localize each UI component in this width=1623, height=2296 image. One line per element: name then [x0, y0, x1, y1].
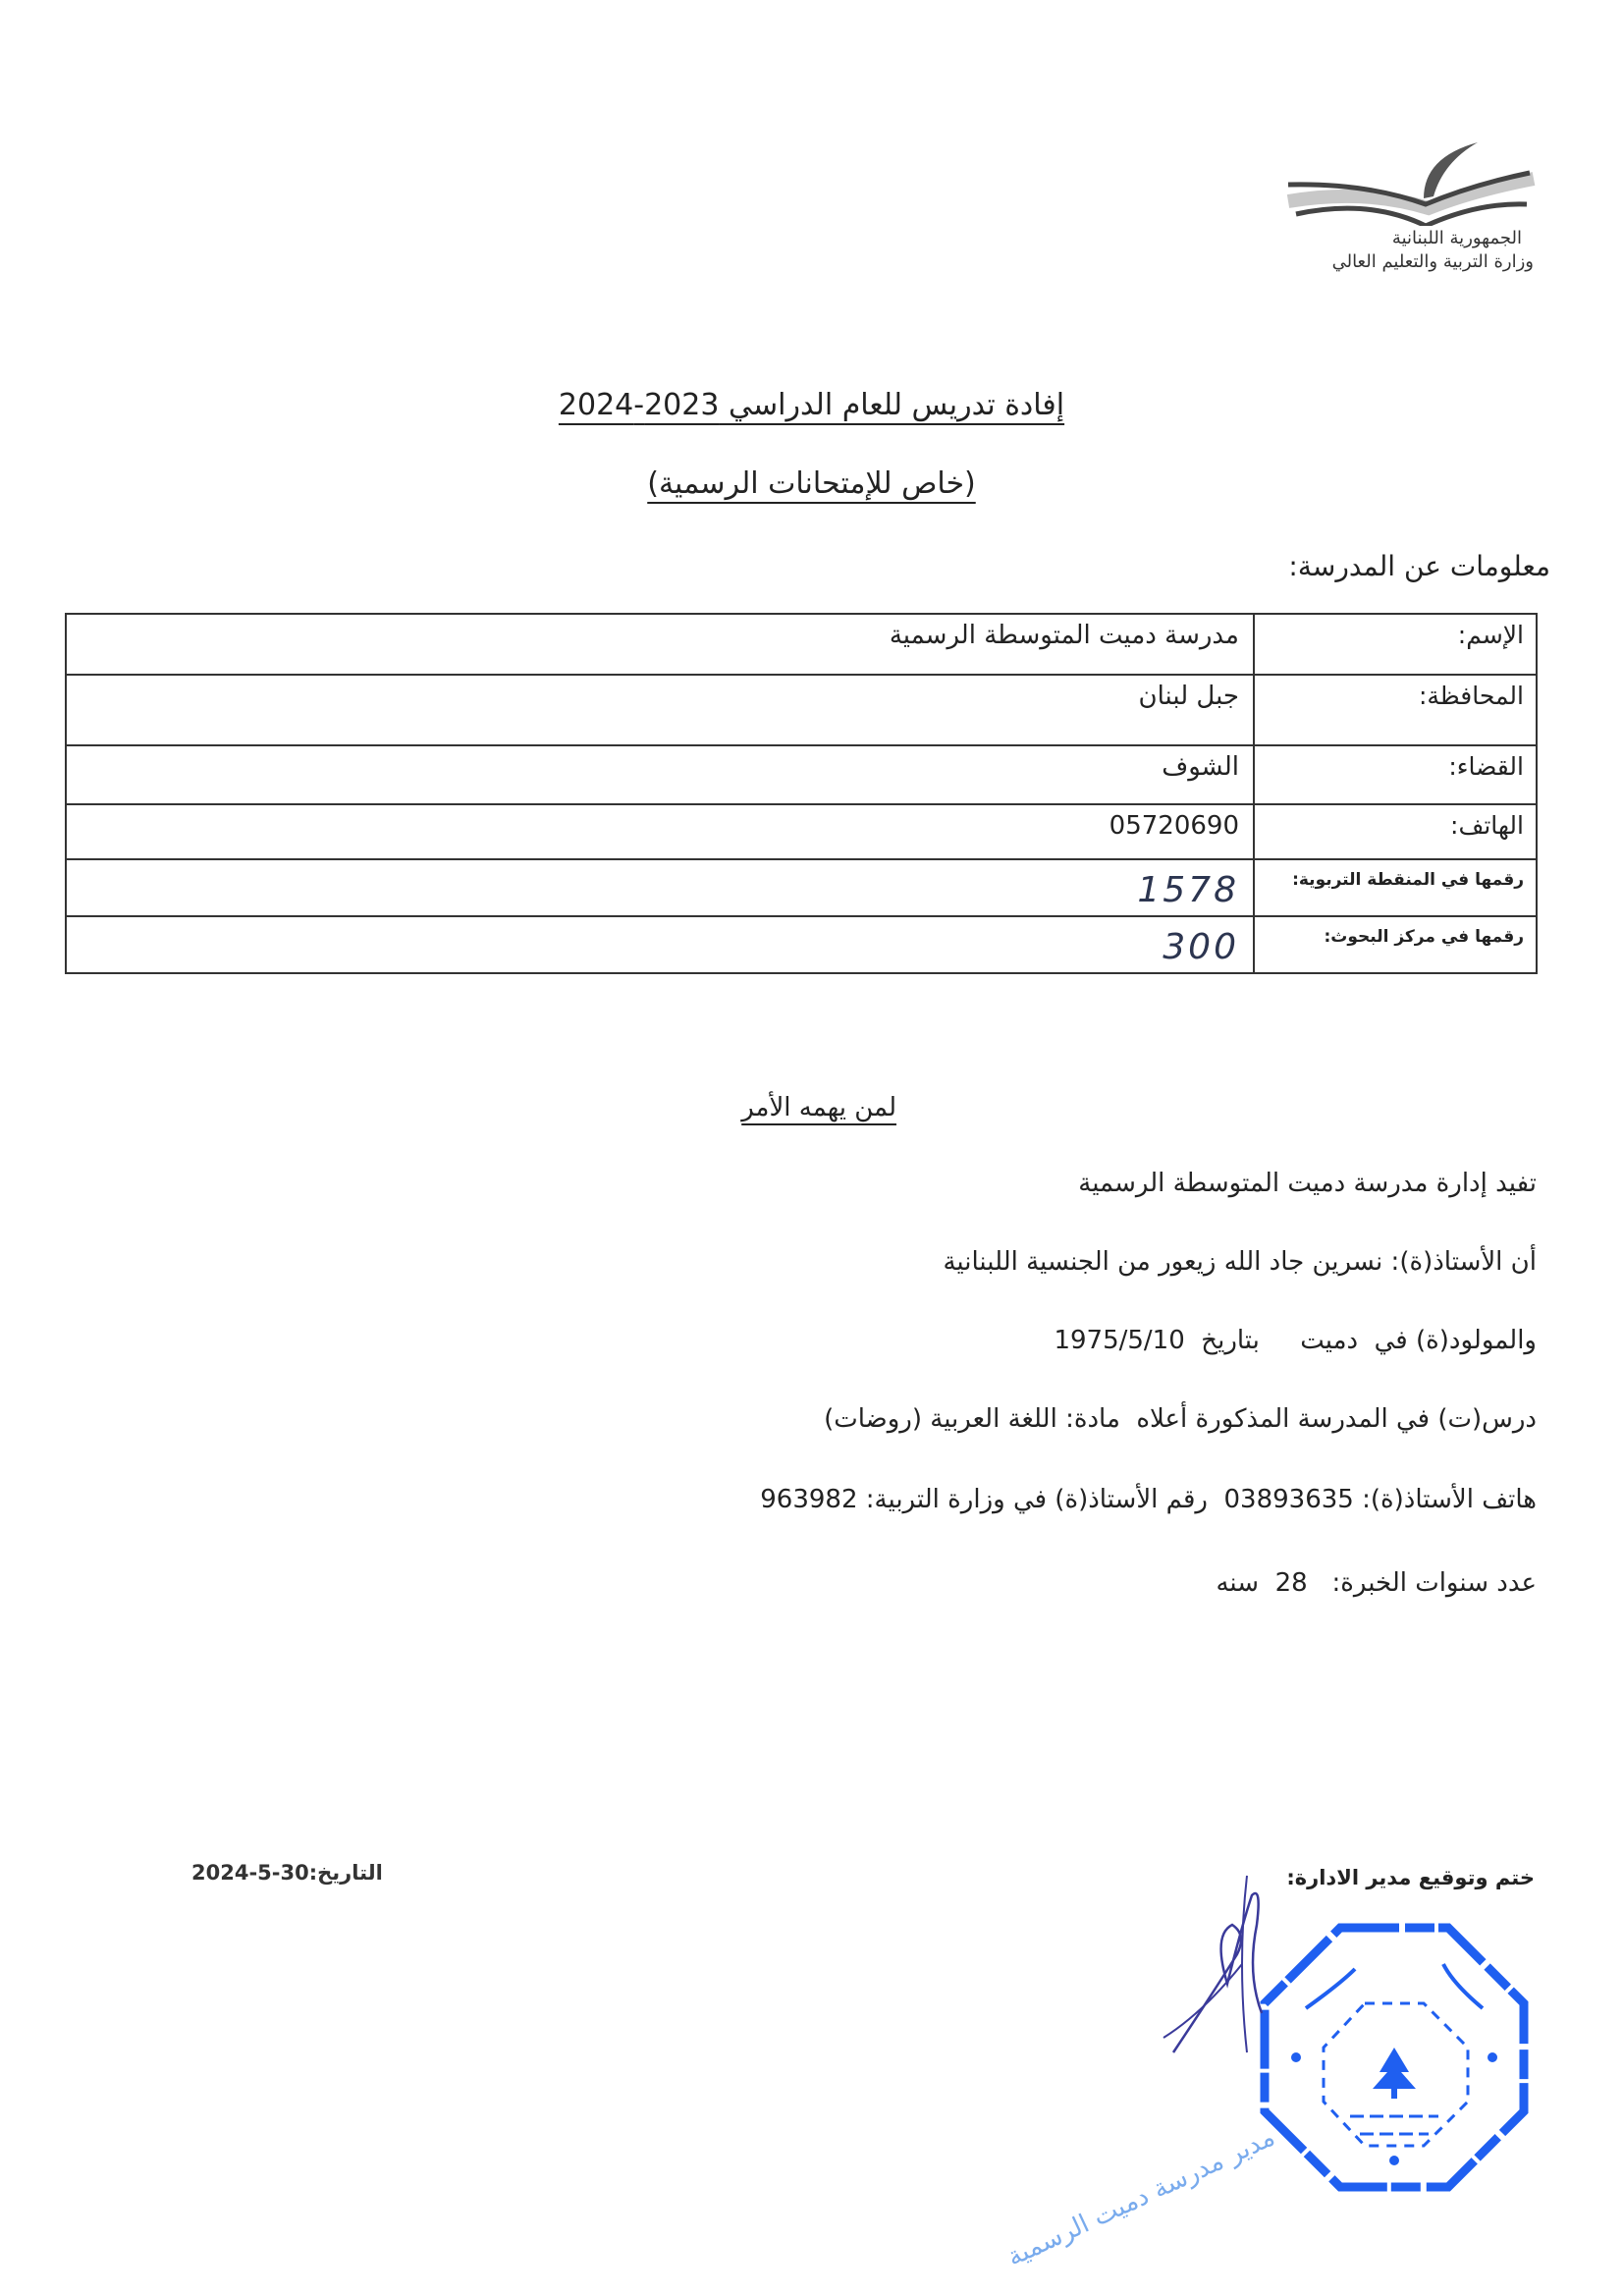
school-info-heading: معلومات عن المدرسة: [1288, 550, 1550, 582]
document-subtitle-text: (خاص للإمتحانات الرسمية) [647, 466, 976, 501]
body-line-4: درس(ت) في المدرسة المذكورة أعلاه مادة: اللغة العربية (روضات) [824, 1404, 1537, 1434]
ministry-name: وزارة التربية والتعليم العالي [1331, 251, 1534, 272]
republic-name: الجمهورية اللبنانية [1391, 228, 1522, 248]
row-value-research-center-number: 300 [66, 916, 1254, 973]
body-line-5: هاتف الأستاذ(ة): 03893635 رقم الأستاذ(ة) في وزارة التربية: 963982 [760, 1485, 1537, 1514]
signature-label: ختم وتوقيع مدير الادارة: [1286, 1866, 1535, 1889]
document-subtitle [0, 466, 1623, 501]
row-label-phone: الهاتف: [1254, 804, 1537, 859]
to-whom-heading [741, 1093, 896, 1122]
row-label-governorate: المحافظة: [1254, 675, 1537, 745]
table-row [66, 745, 1537, 804]
table-row [66, 916, 1537, 973]
row-label-edu-zone-number: رقمها في المنقطة التربوية: [1254, 859, 1537, 916]
body-line-2: أن الأستاذ(ة): نسرين جاد الله زيعور من الجنسية اللبنانية [943, 1247, 1537, 1277]
row-label-district: القضاء: [1254, 745, 1537, 804]
octagonal-school-stamp-icon [1247, 1910, 1542, 2205]
row-value-edu-zone-number: 1578 [66, 859, 1254, 916]
body-line-3: والمولود(ة) في دميت بتاريخ 1975/5/10 [1054, 1326, 1537, 1355]
open-book-logo-icon [1276, 128, 1542, 226]
document-title-text: إفادة تدريس للعام الدراسي 2023-2024 [558, 388, 1065, 422]
handwritten-signature-icon [1154, 1866, 1281, 2062]
ministry-logo [1276, 128, 1542, 290]
row-label-name: الإسم: [1254, 614, 1537, 675]
table-row [66, 675, 1537, 745]
row-value-governorate: جبل لبنان [66, 675, 1254, 745]
document-title [0, 388, 1623, 422]
body-line-1: تفيد إدارة مدرسة دميت المتوسطة الرسمية [1078, 1169, 1537, 1198]
row-value-phone: 05720690 [66, 804, 1254, 859]
body-line-6: عدد سنوات الخبرة: 28 سنه [1216, 1568, 1537, 1598]
table-row [66, 614, 1537, 675]
table-row [66, 804, 1537, 859]
row-value-district: الشوف [66, 745, 1254, 804]
to-whom-text: لمن يهمه الأمر [741, 1093, 896, 1122]
issue-date: التاريخ:30-5-2024 [191, 1861, 383, 1885]
director-stamp-text: مدير مدرسة دميت الرسمية [1002, 2122, 1280, 2273]
table-row [66, 859, 1537, 916]
row-label-research-center-number: رقمها في مركز البحوث: [1254, 916, 1537, 973]
row-value-name: مدرسة دميت المتوسطة الرسمية [66, 614, 1254, 675]
school-info-table [65, 613, 1538, 974]
